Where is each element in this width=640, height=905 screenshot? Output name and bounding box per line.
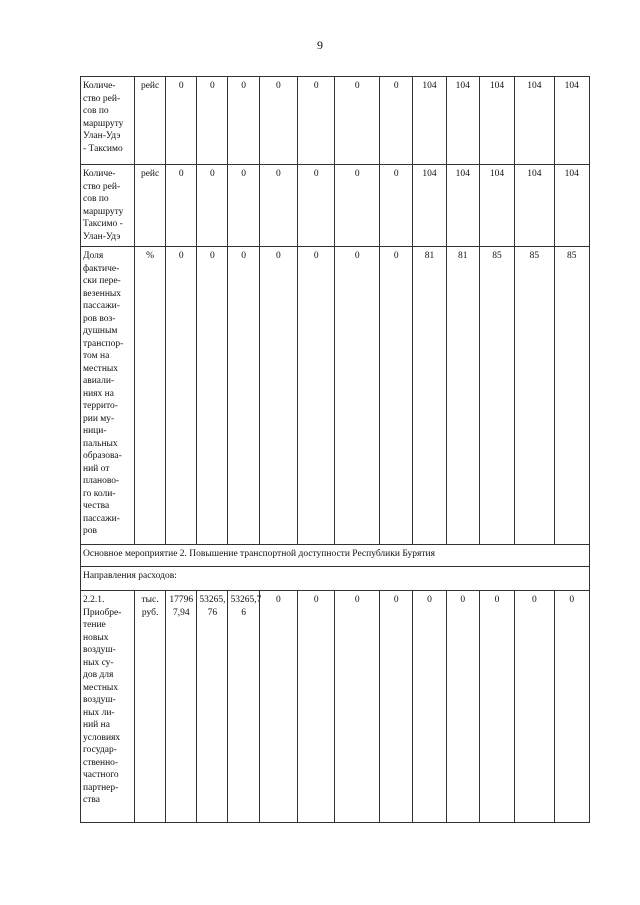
value-cell: 0 xyxy=(259,247,297,545)
value-cell: 0 xyxy=(259,591,297,823)
value-cell: 0 xyxy=(197,165,228,247)
value-cell: 104 xyxy=(413,77,446,165)
value-cell: 0 xyxy=(197,247,228,545)
indicator-name-cell xyxy=(81,591,135,823)
value-cell: 0 xyxy=(446,591,479,823)
unit-cell: рейс xyxy=(135,165,166,247)
value-cell: 0 xyxy=(228,165,259,247)
value-cell: 0 xyxy=(298,247,335,545)
indicators-table xyxy=(80,76,590,823)
value-cell: 53265,7 6 xyxy=(228,591,259,823)
unit-cell: рейс xyxy=(135,77,166,165)
indicator-name: Доля фактиче- ски пере- везенных пассажи- ров воз- душным транспор- том на местных авиали- ниях на террито- рии му- ници- пальных образова- ний от планово- го коли- чества пассажи- ров xyxy=(83,251,124,536)
page-number: 9 xyxy=(317,38,323,52)
value-cell: 0 xyxy=(380,77,413,165)
indicator-row xyxy=(81,77,590,165)
value-cell: 0 xyxy=(554,591,589,823)
value-cell: 104 xyxy=(515,77,554,165)
indicator-row xyxy=(81,165,590,247)
value-cell: 53265, 76 xyxy=(197,591,228,823)
value-cell: 0 xyxy=(335,247,380,545)
value-cell: 0 xyxy=(380,165,413,247)
value-cell: 0 xyxy=(298,165,335,247)
value-cell: 104 xyxy=(413,165,446,247)
value-cell: 0 xyxy=(197,77,228,165)
value-cell: 0 xyxy=(228,77,259,165)
indicator-name-cell xyxy=(81,77,135,165)
section-title: Основное мероприятие 2. Повышение транспортной доступности Республики Бурятия xyxy=(81,545,590,567)
indicator-row xyxy=(81,247,590,545)
value-cell: 0 xyxy=(166,247,197,545)
value-cell: 0 xyxy=(380,591,413,823)
unit-cell: тыс. руб. xyxy=(135,591,166,823)
value-cell: 0 xyxy=(298,77,335,165)
value-cell: 104 xyxy=(446,165,479,247)
value-cell: 0 xyxy=(259,165,297,247)
section-row xyxy=(81,567,590,591)
indicator-name-cell xyxy=(81,247,135,545)
value-cell: 0 xyxy=(479,591,514,823)
value-cell: 85 xyxy=(479,247,514,545)
value-cell: 0 xyxy=(298,591,335,823)
value-cell: 0 xyxy=(515,591,554,823)
value-cell: 0 xyxy=(259,77,297,165)
value-cell: 81 xyxy=(413,247,446,545)
value-cell: 104 xyxy=(554,165,589,247)
value-cell: 0 xyxy=(335,77,380,165)
indicator-name-cell xyxy=(81,165,135,247)
value-cell: 0 xyxy=(335,591,380,823)
section-title: Направления расходов: xyxy=(81,567,590,591)
value-cell: 104 xyxy=(515,165,554,247)
indicator-row xyxy=(81,591,590,823)
unit-cell: % xyxy=(135,247,166,545)
value-cell: 104 xyxy=(479,77,514,165)
indicator-name: 2.2.1. Приобре- тение новых воздуш- ных су- дов для местных воздуш- ных ли- ний на условиях государ- ственно- частного партнер- ства xyxy=(83,595,122,805)
value-cell: 85 xyxy=(515,247,554,545)
value-cell: 104 xyxy=(479,165,514,247)
value-cell: 0 xyxy=(380,247,413,545)
section-row xyxy=(81,545,590,567)
value-cell: 0 xyxy=(335,165,380,247)
value-cell: 81 xyxy=(446,247,479,545)
value-cell: 104 xyxy=(446,77,479,165)
indicator-name: Количе- ство рей- сов по маршруту Улан-Удэ - Таксимо xyxy=(83,81,124,154)
value-cell: 85 xyxy=(554,247,589,545)
value-cell: 0 xyxy=(228,247,259,545)
value-cell: 17796 7,94 xyxy=(166,591,197,823)
value-cell: 104 xyxy=(554,77,589,165)
indicator-name: Количе- ство рей- сов по маршруту Таксимо - Улан-Удэ xyxy=(83,169,124,242)
value-cell: 0 xyxy=(166,165,197,247)
value-cell: 0 xyxy=(413,591,446,823)
value-cell: 0 xyxy=(166,77,197,165)
